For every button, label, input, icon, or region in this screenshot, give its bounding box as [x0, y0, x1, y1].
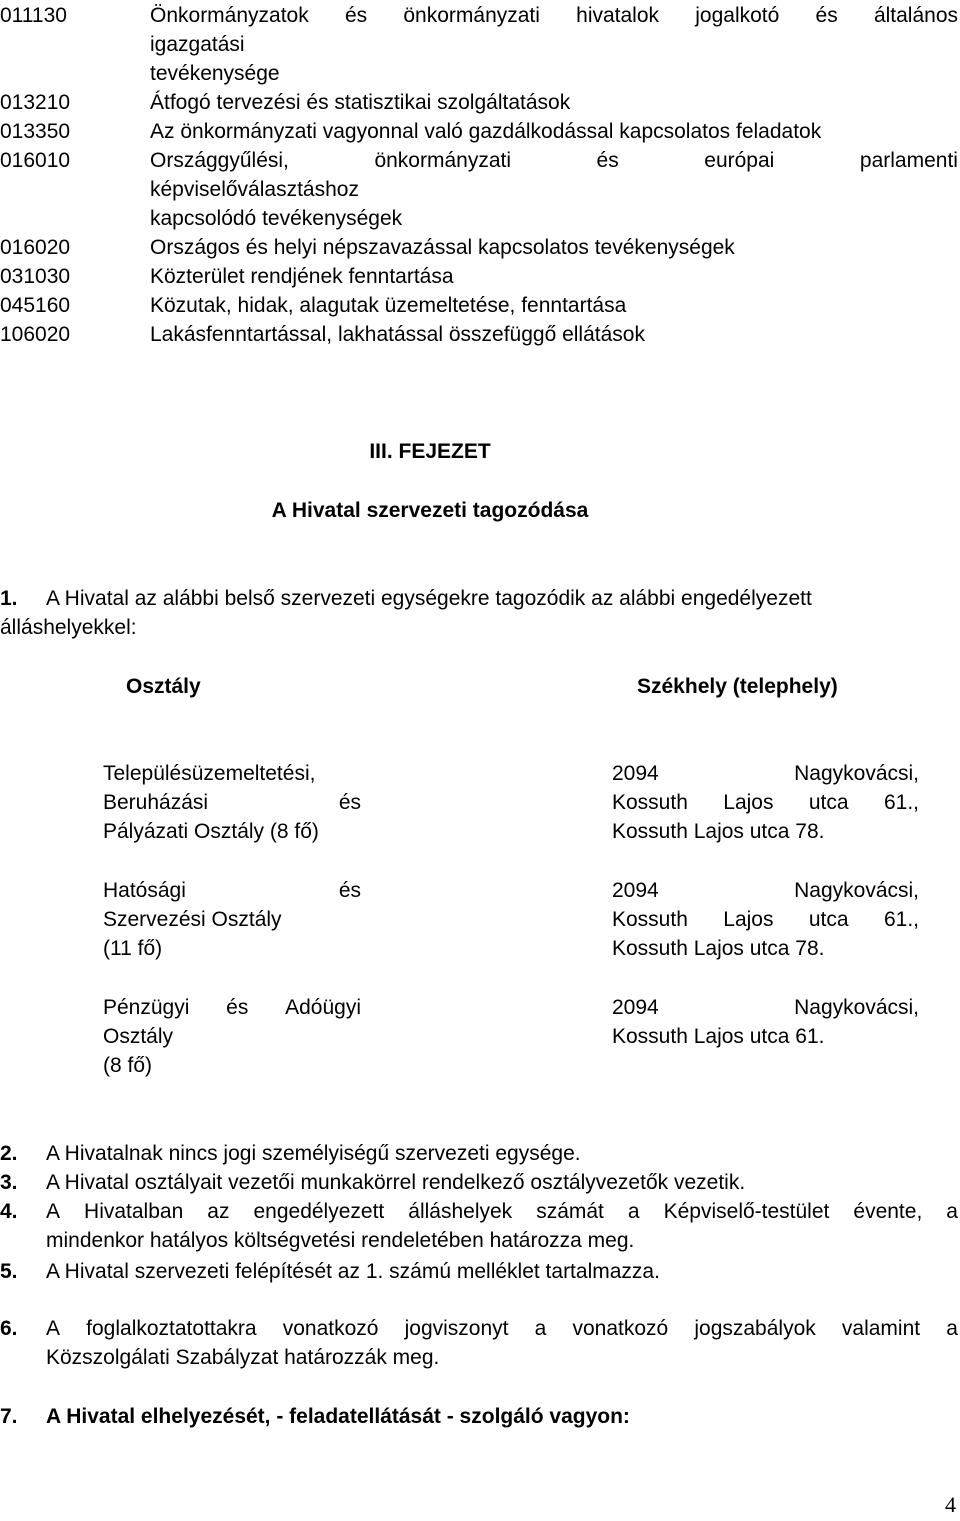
word: Képviselő-testület	[663, 1200, 830, 1223]
location-line: Kossuth Lajos utca 78.	[612, 820, 825, 843]
item-text: A Hivatal szervezeti felépítését az 1. számú melléklet tartalmazza.	[46, 1260, 660, 1283]
item-text: A Hivatalnak nincs jogi személyiségű szervezeti egysége.	[46, 1142, 581, 1165]
code-desc-016010-line3: kapcsolódó tevékenységek	[150, 207, 403, 230]
department-name-line	[103, 996, 361, 1020]
department-name-line	[103, 791, 361, 815]
item-number: 5.	[0, 1260, 18, 1283]
item-number: 6.	[0, 1317, 18, 1340]
chapter-number: III. FEJEZET	[369, 440, 491, 463]
code-016010: 016010	[0, 149, 71, 172]
word: európai	[704, 149, 775, 172]
word: 61.,	[883, 908, 919, 931]
word: és	[596, 149, 619, 172]
word: évente,	[853, 1200, 923, 1223]
word: A	[46, 1317, 61, 1340]
word: foglalkoztatottakra	[86, 1317, 257, 1340]
code-011130: 011130	[0, 4, 67, 27]
code-016020: 016020	[0, 236, 71, 259]
word: az	[207, 1200, 230, 1223]
word: Nagykovácsi,	[794, 762, 919, 785]
word: a	[946, 1317, 958, 1340]
item-number: 7.	[0, 1405, 18, 1428]
word: a	[946, 1200, 958, 1223]
word: és	[226, 996, 249, 1019]
department-name-line: Szervezési Osztály	[103, 908, 282, 931]
word: hivatalok	[576, 4, 660, 27]
code-045160: 045160	[0, 294, 71, 317]
word: Országgyűlési,	[150, 149, 289, 172]
item-number: 4.	[0, 1200, 18, 1223]
word: 2094	[612, 996, 659, 1019]
code-desc-013210: Átfogó tervezési és statisztikai szolgáltatások	[150, 91, 571, 114]
code-desc-011130-line2: igazgatási	[150, 33, 245, 56]
code-031030: 031030	[0, 265, 71, 288]
word: Kossuth	[612, 908, 688, 931]
code-013210: 013210	[0, 91, 71, 114]
word: Kossuth	[612, 791, 688, 814]
word: jogviszonyt	[404, 1317, 509, 1340]
word: engedélyezett	[253, 1200, 385, 1223]
para-1-number: 1.	[0, 587, 18, 610]
item-text: Közszolgálati Szabályzat határozzák meg.	[46, 1346, 440, 1369]
chapter-title: A Hivatal szervezeti tagozódása	[271, 499, 589, 522]
word: és	[815, 4, 838, 27]
code-desc-016010-line1	[150, 149, 958, 173]
location-line: Kossuth Lajos utca 61.	[612, 1025, 825, 1048]
word: jogszabályok	[694, 1317, 816, 1340]
department-name-line: Osztály	[103, 1025, 174, 1048]
word: és	[338, 791, 361, 814]
word: a	[534, 1317, 547, 1340]
location-line	[612, 908, 919, 932]
word: és	[338, 879, 361, 902]
word: Hatósági	[103, 879, 186, 902]
item-text: mindenkor hatályos költségvetési rendeletében határozza meg.	[46, 1229, 635, 1252]
code-desc-016020: Országos és helyi népszavazással kapcsolatos tevékenységek	[150, 236, 735, 259]
word: 2094	[612, 879, 659, 902]
location-line	[612, 996, 919, 1020]
department-name-line: Pályázati Osztály (8 fő)	[103, 820, 319, 843]
code-desc-045160: Közutak, hidak, alagutak üzemeltetése, fenntartása	[150, 294, 627, 317]
code-013350: 013350	[0, 120, 71, 143]
department-name-line: Településüzemeltetési,	[103, 762, 316, 785]
department-name-line: (11 fő)	[103, 937, 163, 960]
word: Nagykovácsi,	[794, 996, 919, 1019]
code-desc-013350: Az önkormányzati vagyonnal való gazdálkodással kapcsolatos feladatok	[150, 120, 822, 143]
word: Nagykovácsi,	[794, 879, 919, 902]
code-desc-011130-line1	[150, 4, 958, 28]
table-header-department: Osztály	[126, 675, 201, 698]
item-text	[46, 1317, 958, 1341]
word: vonatkozó	[572, 1317, 669, 1340]
location-line	[612, 762, 919, 786]
word: önkormányzati	[403, 4, 540, 27]
location-line	[612, 791, 919, 815]
word: Hivatalban	[84, 1200, 184, 1223]
word: Lajos	[723, 791, 774, 814]
department-name-line	[103, 879, 361, 903]
word: 61.,	[883, 791, 919, 814]
word: általános	[873, 4, 958, 27]
word: 2094	[612, 762, 659, 785]
word: Beruházási	[103, 791, 209, 814]
word: utca	[808, 908, 849, 931]
word: jogalkotó	[695, 4, 780, 27]
code-desc-106020: Lakásfenntartással, lakhatással összefüggő ellátások	[150, 323, 645, 346]
word: és	[344, 4, 368, 27]
word: A	[46, 1200, 61, 1223]
item-text	[46, 1200, 958, 1224]
word: önkormányzati	[374, 149, 511, 172]
word: vonatkozó	[282, 1317, 379, 1340]
word: Lajos	[723, 908, 774, 931]
item-number: 3.	[0, 1171, 18, 1194]
word: parlamenti	[859, 149, 958, 172]
word: Önkormányzatok	[150, 4, 309, 27]
location-line: Kossuth Lajos utca 78.	[612, 937, 825, 960]
department-name-line: (8 fő)	[103, 1054, 153, 1077]
code-desc-031030: Közterület rendjének fenntartása	[150, 265, 454, 288]
word: Pénzügyi	[103, 996, 190, 1019]
word: álláshelyek	[408, 1200, 513, 1223]
item-text: A Hivatal elhelyezését, - feladatellátását - szolgáló vagyon:	[46, 1405, 630, 1428]
word: a	[627, 1200, 640, 1223]
code-desc-016010-line2: képviselőválasztáshoz	[150, 178, 359, 201]
word: utca	[808, 791, 849, 814]
word: Adóügyi	[285, 996, 361, 1019]
word: valamint	[841, 1317, 921, 1340]
item-number: 2.	[0, 1142, 18, 1165]
page-number: 4	[945, 1492, 956, 1517]
table-header-location: Székhely (telephely)	[637, 675, 838, 698]
para-1-line1: A Hivatal az alábbi belső szervezeti egységekre tagozódik az alábbi engedélyezett	[46, 587, 812, 610]
word: számát	[536, 1200, 604, 1223]
code-106020: 106020	[0, 323, 71, 346]
item-text: A Hivatal osztályait vezetői munkakörrel rendelkező osztályvezetők vezetik.	[46, 1171, 746, 1194]
location-line	[612, 879, 919, 903]
code-desc-011130-line3: tevékenysége	[150, 62, 280, 85]
para-1-line2: álláshelyekkel:	[0, 616, 137, 639]
